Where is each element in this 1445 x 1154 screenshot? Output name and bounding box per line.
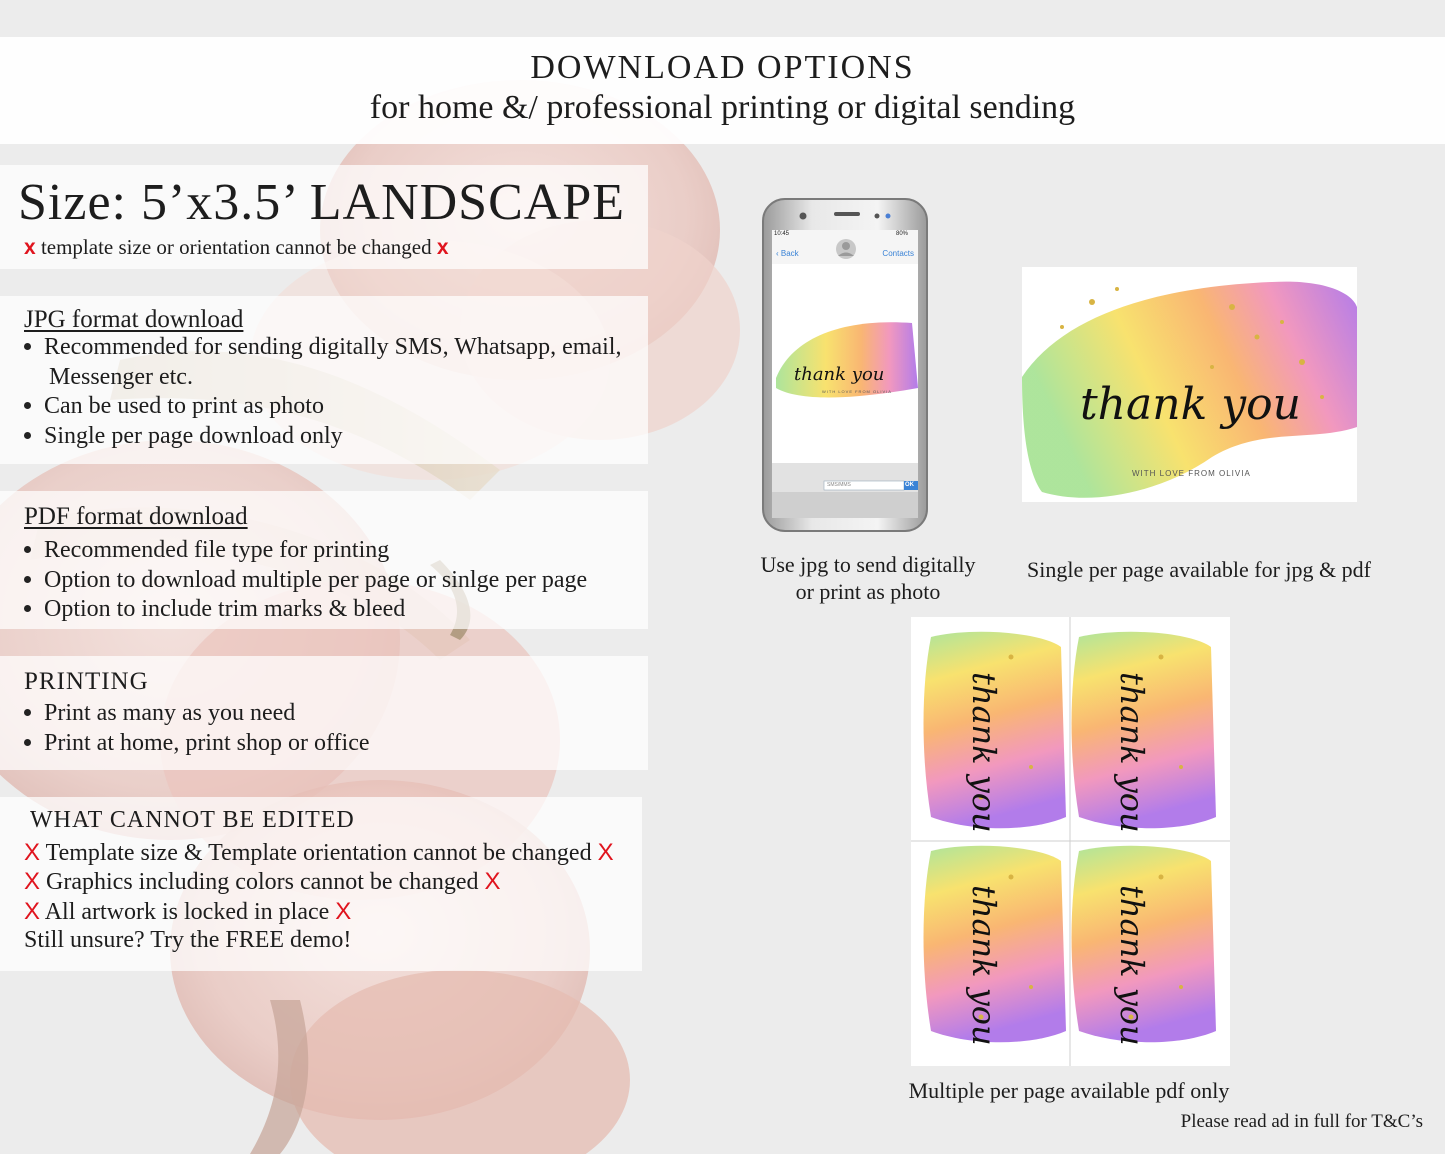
single-caption: Single per page available for jpg & pdf: [1027, 557, 1371, 582]
phone-message-input[interactable]: SMS/MMS: [827, 482, 851, 488]
bullet-icon: [24, 709, 31, 716]
multi-card-script: thank you: [965, 672, 1003, 833]
phone-time: 10:45: [774, 231, 790, 237]
bullet-icon: [24, 402, 31, 409]
printing-panel: [0, 656, 648, 770]
phone-card-script: thank you: [794, 364, 885, 385]
x-mark: X: [24, 839, 41, 866]
watercolor-grid: [911, 617, 1230, 1066]
demo-text: Still unsure? Try the FREE demo!: [24, 927, 352, 953]
x-mark: X: [597, 839, 614, 866]
footnote: Please read ad in full for T&C’s: [1180, 1111, 1423, 1132]
single-card-preview: [1022, 267, 1357, 502]
list-item: Recommended file type for printing: [24, 537, 389, 564]
printing-heading: PRINTING: [24, 668, 149, 695]
list-item: X All artwork is locked in place X: [24, 898, 352, 925]
x-mark: X: [24, 868, 41, 895]
x-mark: x: [436, 236, 449, 259]
list-item: Print as many as you need: [24, 700, 295, 727]
list-item-continued: Messenger etc.: [49, 364, 193, 390]
card-sub: WITH LOVE FROM OLIVIA: [1132, 469, 1251, 478]
phone-back-link[interactable]: ‹ Back: [776, 249, 799, 258]
list-item: Recommended for sending digitally SMS, Whatsapp, email,: [24, 334, 621, 361]
multi-card-script: thank you: [1113, 885, 1151, 1046]
size-title: Size: 5’x3.5’ LANDSCAPE: [18, 174, 626, 231]
smartphone-icon: [762, 198, 928, 532]
x-mark: X: [335, 898, 352, 925]
phone-caption: Use jpg to send digitally or print as photo: [760, 552, 976, 604]
jpg-heading: JPG format download: [24, 306, 244, 333]
x-mark: X: [484, 868, 501, 895]
size-note: [24, 235, 449, 260]
phone-card-sub: WITH LOVE FROM OLIVIA: [822, 389, 892, 394]
card-script: thank you: [1080, 379, 1301, 430]
page-title: DOWNLOAD OPTIONS: [530, 49, 915, 86]
bullet-icon: [24, 576, 31, 583]
bullet-icon: [24, 343, 31, 350]
pdf-heading: PDF format download: [24, 503, 248, 530]
list-item: Option to download multiple per page or sinlge per page: [24, 567, 587, 594]
list-item: Option to include trim marks & bleed: [24, 596, 405, 623]
pdf-panel: [0, 491, 648, 629]
size-note-text: template size or orientation cannot be changed: [40, 235, 432, 259]
not-editable-heading: WHAT CANNOT BE EDITED: [30, 807, 355, 833]
multi-card-script: thank you: [965, 885, 1003, 1046]
bullet-icon: [24, 432, 31, 439]
page-subtitle: for home &/ professional printing or digital sending: [369, 89, 1076, 126]
not-editable-panel: [0, 797, 642, 971]
bullet-icon: [24, 605, 31, 612]
x-mark: X: [24, 898, 41, 925]
jpg-panel: [0, 296, 648, 464]
battery-icon: 80%: [895, 231, 908, 237]
bullet-icon: [24, 546, 31, 553]
list-item: Single per page download only: [24, 423, 343, 450]
header-banner: [0, 37, 1445, 144]
list-item: X Graphics including colors cannot be changed X: [24, 868, 501, 895]
list-item: Can be used to print as photo: [24, 393, 324, 420]
bullet-icon: [24, 739, 31, 746]
size-panel: [0, 165, 648, 269]
multi-card-preview: [911, 617, 1230, 1066]
multi-card-script: thank you: [1113, 672, 1151, 833]
list-item: Print at home, print shop or office: [24, 730, 370, 757]
multiple-caption: Multiple per page available pdf only: [908, 1078, 1230, 1103]
phone-contacts-link[interactable]: Contacts: [882, 249, 914, 258]
x-mark: x: [24, 236, 36, 259]
list-item: X Template size & Template orientation cannot be changed X: [24, 839, 614, 866]
phone-ok-button[interactable]: OK: [905, 482, 914, 488]
